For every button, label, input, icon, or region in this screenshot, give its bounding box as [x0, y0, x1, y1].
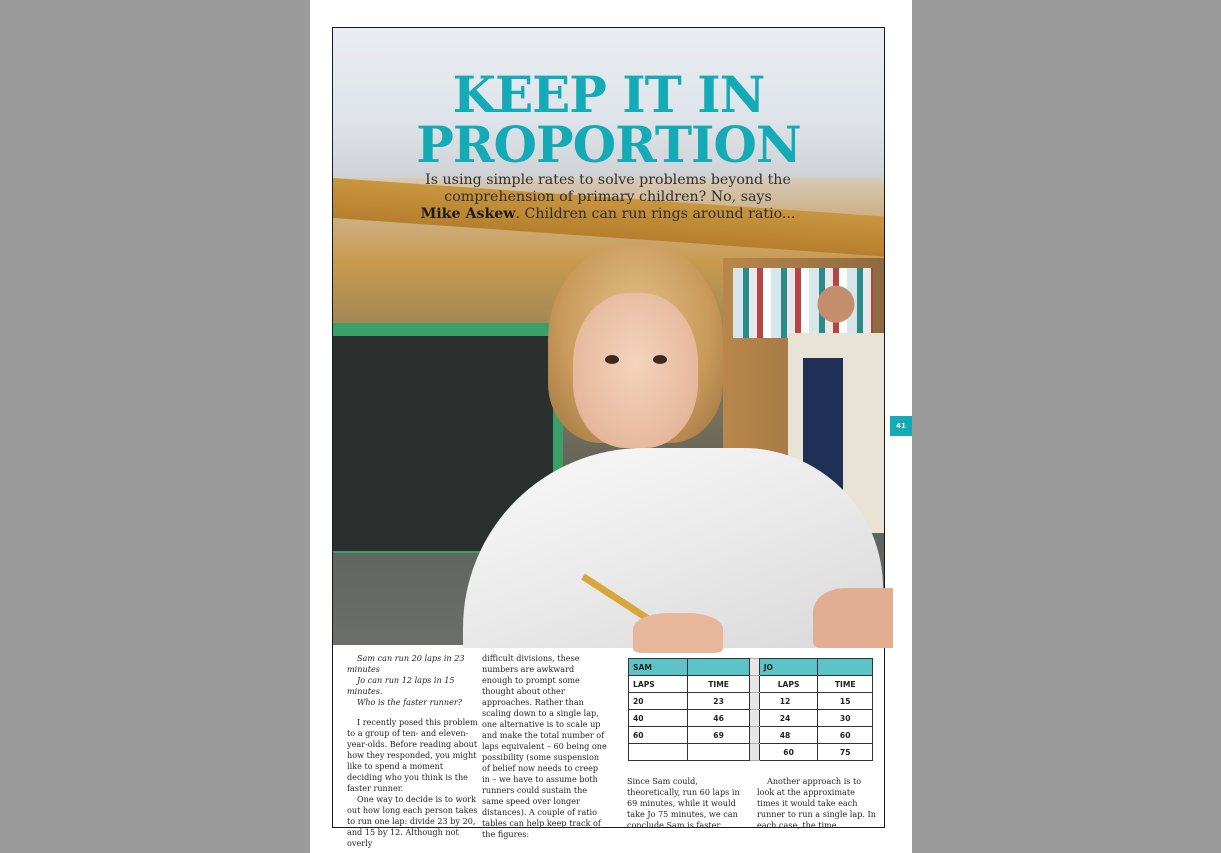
body-column-3: Since Sam could, theoretically, run 60 laps in 69 minutes, while it would take Jo 75 minutes, we can conclude Sam is faster. [627, 776, 740, 830]
body-column-1: Sam can run 20 laps in 23 minutes Jo can run 12 laps in 15 minutes. Who is the faster runner? I recently posed this problem to a group of ten- and eleven-year-olds. Before reading about how they responded, you might like to spend a moment deciding who you think is the faster runner. One way to decide is to work out how long each person takes to run one lap: divide 23 by 20, and 15 by 12. Although not overly [347, 653, 478, 848]
headline: KEEP IT IN PROPORTION [416, 65, 801, 174]
standfirst: Is using simple rates to solve problems beyond the comprehension of primary children? No, says Mike Askew. Children can run rings around ratio... [420, 172, 796, 222]
body-column-4: Another approach is to look at the approximate times it would take each runner to run a single lap. In each case, the time [757, 776, 876, 830]
boy-face [573, 293, 698, 448]
table-row: 60 69 48 60 [629, 727, 873, 744]
page-number-badge: 41 [890, 416, 912, 436]
body-column-2: difficult divisions, these numbers are awkward enough to prompt some thought about other approaches. Rather than scaling down to a single lap, one alternative is to scale up and make the total number of laps equivalent – 60 being one possibility (some suspension of belief now needs to creep in – we have to assume both runners could sustain the same speed over longer distances). A couple of ratio tables can help keep track of the figures: [482, 653, 607, 839]
hero-photo [333, 28, 884, 645]
table-row: 20 23 12 15 [629, 693, 873, 710]
ratio-table: SAM JO LAPS TIME LAPS TIME 20 23 12 15 40 46 24 30 60 69 48 60 60 75 [628, 658, 873, 761]
sam-header: SAM [629, 659, 688, 676]
table-row: 60 75 [629, 744, 873, 761]
author-name: Mike Askew [420, 206, 516, 222]
article-frame [332, 27, 885, 848]
magazine-page [310, 0, 912, 853]
jo-header: JO [759, 659, 818, 676]
table-row: 40 46 24 30 [629, 710, 873, 727]
